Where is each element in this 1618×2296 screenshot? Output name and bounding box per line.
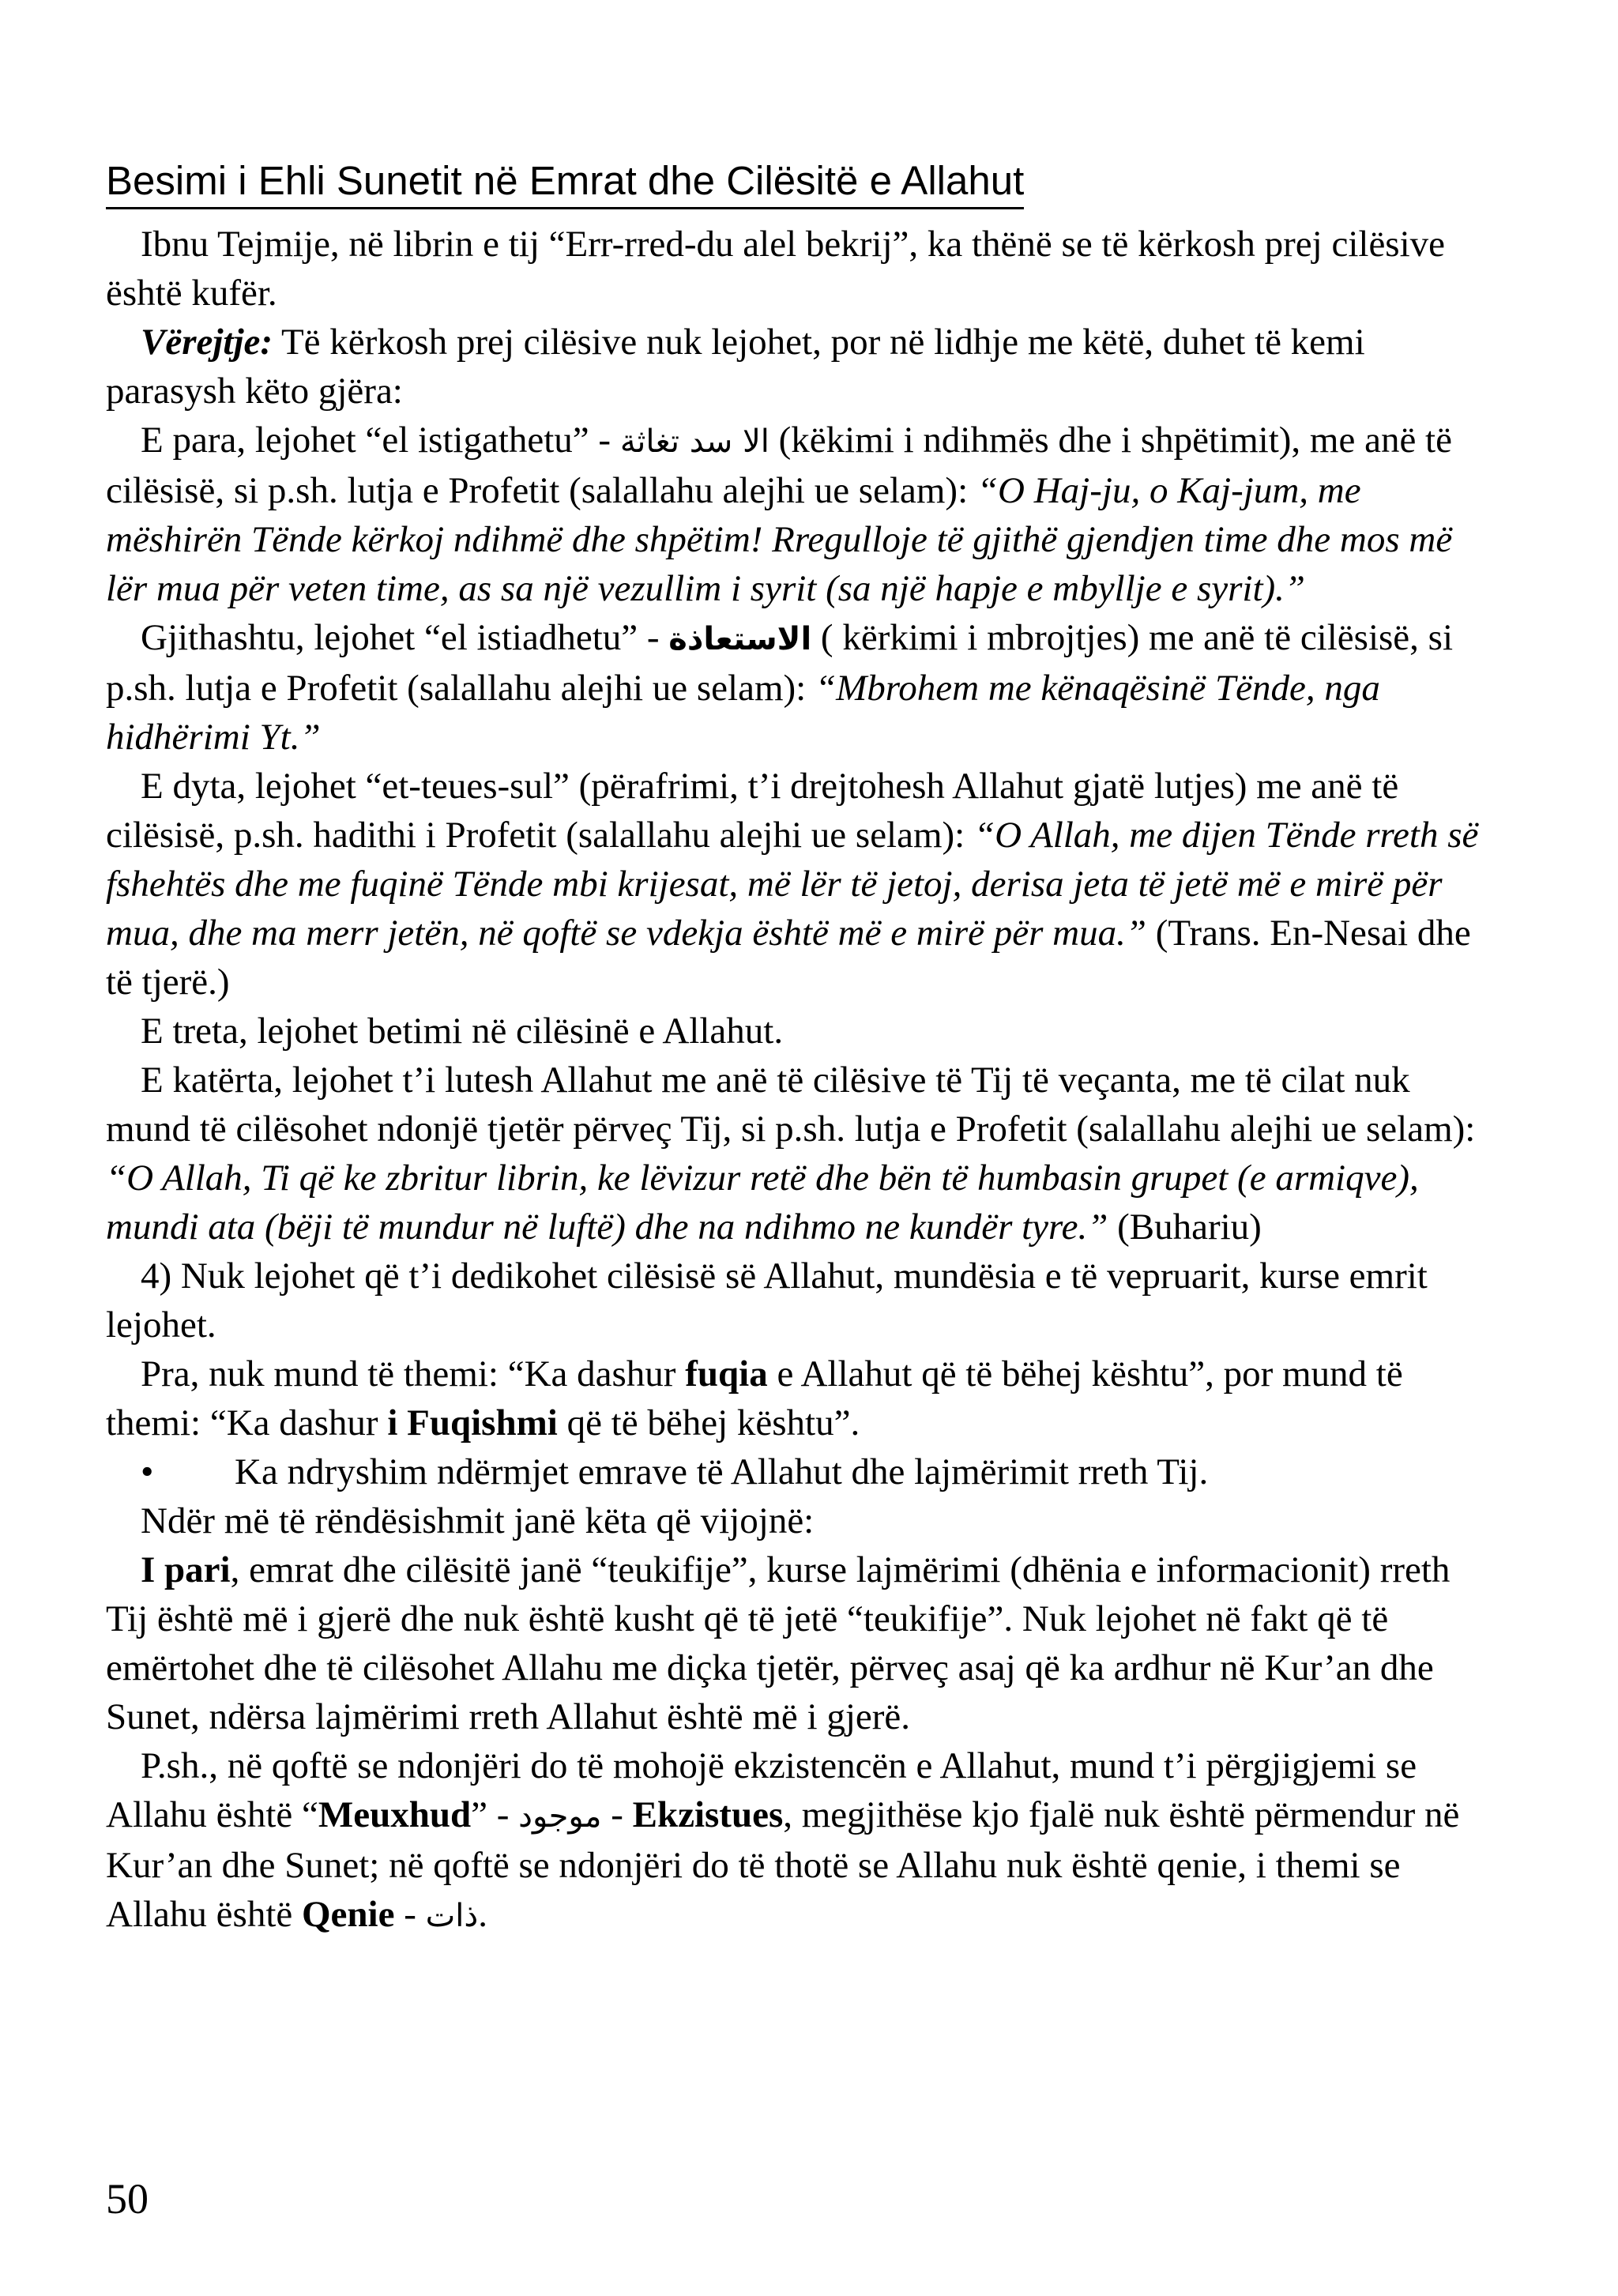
arabic-term: ذات xyxy=(425,1898,479,1934)
bullet-item xyxy=(106,1447,1496,1496)
hadith-quote: “O Allah, me dijen Tënde rreth së fshehtës dhe me fuqinë Tënde mbi krijesat, më lër të jetoj, derisa jeta të jetë më e mirë për mua, dhe ma merr jetën, në qoftë se vdekja është më e mirë për mua.” xyxy=(106,815,1479,954)
body-text xyxy=(106,220,1496,1940)
paragraph xyxy=(106,220,1496,318)
paragraph-istiadhe xyxy=(106,613,1496,762)
paragraph-teuessul xyxy=(106,762,1496,1007)
paragraph-text: E dyta, lejohet “et-teues-sul” (përafrimi, t’i drejtohesh Allahut gjatë lutjes) me anë të cilësisë, p.sh. hadithi i Profetit (salallahu alejhi ue selam): xyxy=(106,766,1399,856)
bullet-icon: • xyxy=(141,1451,154,1492)
emphasis: Ekzistues xyxy=(632,1794,784,1835)
hadith-quote: “O Haj-ju, o Kaj-jum, me mëshirën Tënde kërkoj ndihmë dhe shpëtim! Rregulloje të gjithë gjendjen time dhe mos më lër mua për veten time, as sa një vezullim i syrit (sa një hapje e mbyllje e syrit).” xyxy=(106,470,1453,609)
note-paragraph xyxy=(106,318,1496,416)
running-header: Besimi i Ehli Sunetit në Emrat dhe Cilësitë e Allahut xyxy=(106,156,1024,209)
paragraph-example xyxy=(106,1741,1496,1940)
paragraph-text: E treta, lejohet betimi në cilësinë e Allahut. xyxy=(141,1011,784,1052)
paragraph-text: (Buhariu) xyxy=(1108,1206,1262,1248)
paragraph-text: E katërta, lejohet t’i lutesh Allahut me anë të cilësive të Tij të veçanta, me të cilat nuk mund të cilësohet ndonjë tjetër përveç Tij, si p.sh. lutja e Profetit (salallahu alejhi ue selam): xyxy=(106,1060,1476,1150)
paragraph-text: ( kërkimi i mbrojtjes) me anë të cilësisë, si p.sh. lutja e Profetit (salallahu alejhi ue selam): xyxy=(106,617,1454,709)
paragraph-text: P.sh., në qoftë se ndonjëri do të mohojë ekzistencën e Allahut, mund t’i përgjigjemi se Allahu është “ xyxy=(106,1745,1417,1835)
page-number: 50 xyxy=(106,2175,149,2223)
paragraph-text: Pra, nuk mund të themi: “Ka dashur xyxy=(141,1353,686,1395)
paragraph-text: (këkimi i ndihmës dhe i shpëtimit), me anë të cilësisë, si p.sh. lutja e Profetit (salallahu alejhi ue selam): xyxy=(106,420,1452,511)
paragraph-text: që të bëhej kështu”. xyxy=(557,1402,860,1443)
emphasis: Meuxhud xyxy=(318,1794,472,1835)
paragraph-first-point xyxy=(106,1545,1496,1741)
paragraph-example xyxy=(106,1349,1496,1447)
paragraph-text: , emrat dhe cilësitë janë “teukifije”, kurse lajmërimi (dhënia e informacionit) rreth Tij është më i gjerë dhe nuk është kusht që të jetë “teukifije”. Nuk lejohet në fakt që të emërtohet dhe të cilësohet Allahu me diçka tjetër, përveç asaj që ka ardhur në Kur’an dhe Sunet, ndërsa lajmërimi rreth Allahut është më i gjerë. xyxy=(106,1549,1451,1737)
paragraph-text: 4) Nuk lejohet që t’i dedikohet cilësisë së Allahut, mundësia e të vepruarit, kurse emrit lejohet. xyxy=(106,1255,1428,1346)
emphasis: fuqia xyxy=(685,1353,768,1395)
paragraph-text: Ndër më të rëndësishmit janë këta që vijojnë: xyxy=(141,1500,815,1541)
paragraph-text: - xyxy=(394,1894,426,1935)
arabic-term: موجود xyxy=(518,1798,602,1835)
paragraph-text: , megjithëse kjo fjalë nuk është përmendur në Kur’an dhe Sunet; në qoftë se ndonjëri do të thotë se Allahu nuk është qenie, i themi se Allahu është xyxy=(106,1794,1460,1935)
paragraph-text: Gjithashtu, lejohet “el istiadhetu” - xyxy=(141,617,669,658)
paragraph-text: Ibnu Tejmije, në librin e tij “Err-rred-du alel bekrij”, ka thënë se të kërkosh prej cilësive është kufër. xyxy=(106,224,1446,314)
emphasis: I pari xyxy=(141,1549,231,1590)
paragraph xyxy=(106,1496,1496,1545)
paragraph-text: . xyxy=(478,1894,487,1935)
document-page xyxy=(106,0,1496,2296)
paragraph-text: Të kërkosh prej cilësive nuk lejohet, por në lidhje me këtë, duhet të kemi parasysh këto gjëra: xyxy=(106,322,1365,412)
emphasis: Qenie xyxy=(302,1894,395,1935)
paragraph-text: e Allahut që të bëhej kështu”, por mund të themi: “Ka dashur xyxy=(106,1353,1403,1443)
hadith-quote: “Mbrohem me kënaqësinë Tënde, nga hidhërimi Yt.” xyxy=(106,668,1380,758)
arabic-term: الا سد تغاثة xyxy=(619,423,769,460)
paragraph-istigathe xyxy=(106,416,1496,613)
note-label: Vërejtje: xyxy=(141,322,273,363)
paragraph xyxy=(106,1007,1496,1056)
emphasis: i Fuqishmi xyxy=(387,1402,558,1443)
arabic-term: الاستعاذة xyxy=(668,621,812,657)
hadith-quote: “O Allah, Ti që ke zbritur librin, ke lëvizur retë dhe bën të humbasin grupet (e armiqve), mundi ata (bëji të mundur në luftë) dhe na ndihmo ne kundër tyre.” xyxy=(106,1157,1419,1248)
bullet-text: Ka ndryshim ndërmjet emrave të Allahut dhe lajmërimit rreth Tij. xyxy=(235,1451,1209,1492)
paragraph xyxy=(106,1252,1496,1349)
paragraph-text: ” - xyxy=(471,1794,519,1835)
paragraph-special-attributes xyxy=(106,1056,1496,1252)
paragraph-text: - xyxy=(601,1794,633,1835)
paragraph-text: E para, lejohet “el istigathetu” - xyxy=(141,420,620,461)
paragraph-text: (Trans. En-Nesai dhe të tjerë.) xyxy=(106,913,1471,1003)
